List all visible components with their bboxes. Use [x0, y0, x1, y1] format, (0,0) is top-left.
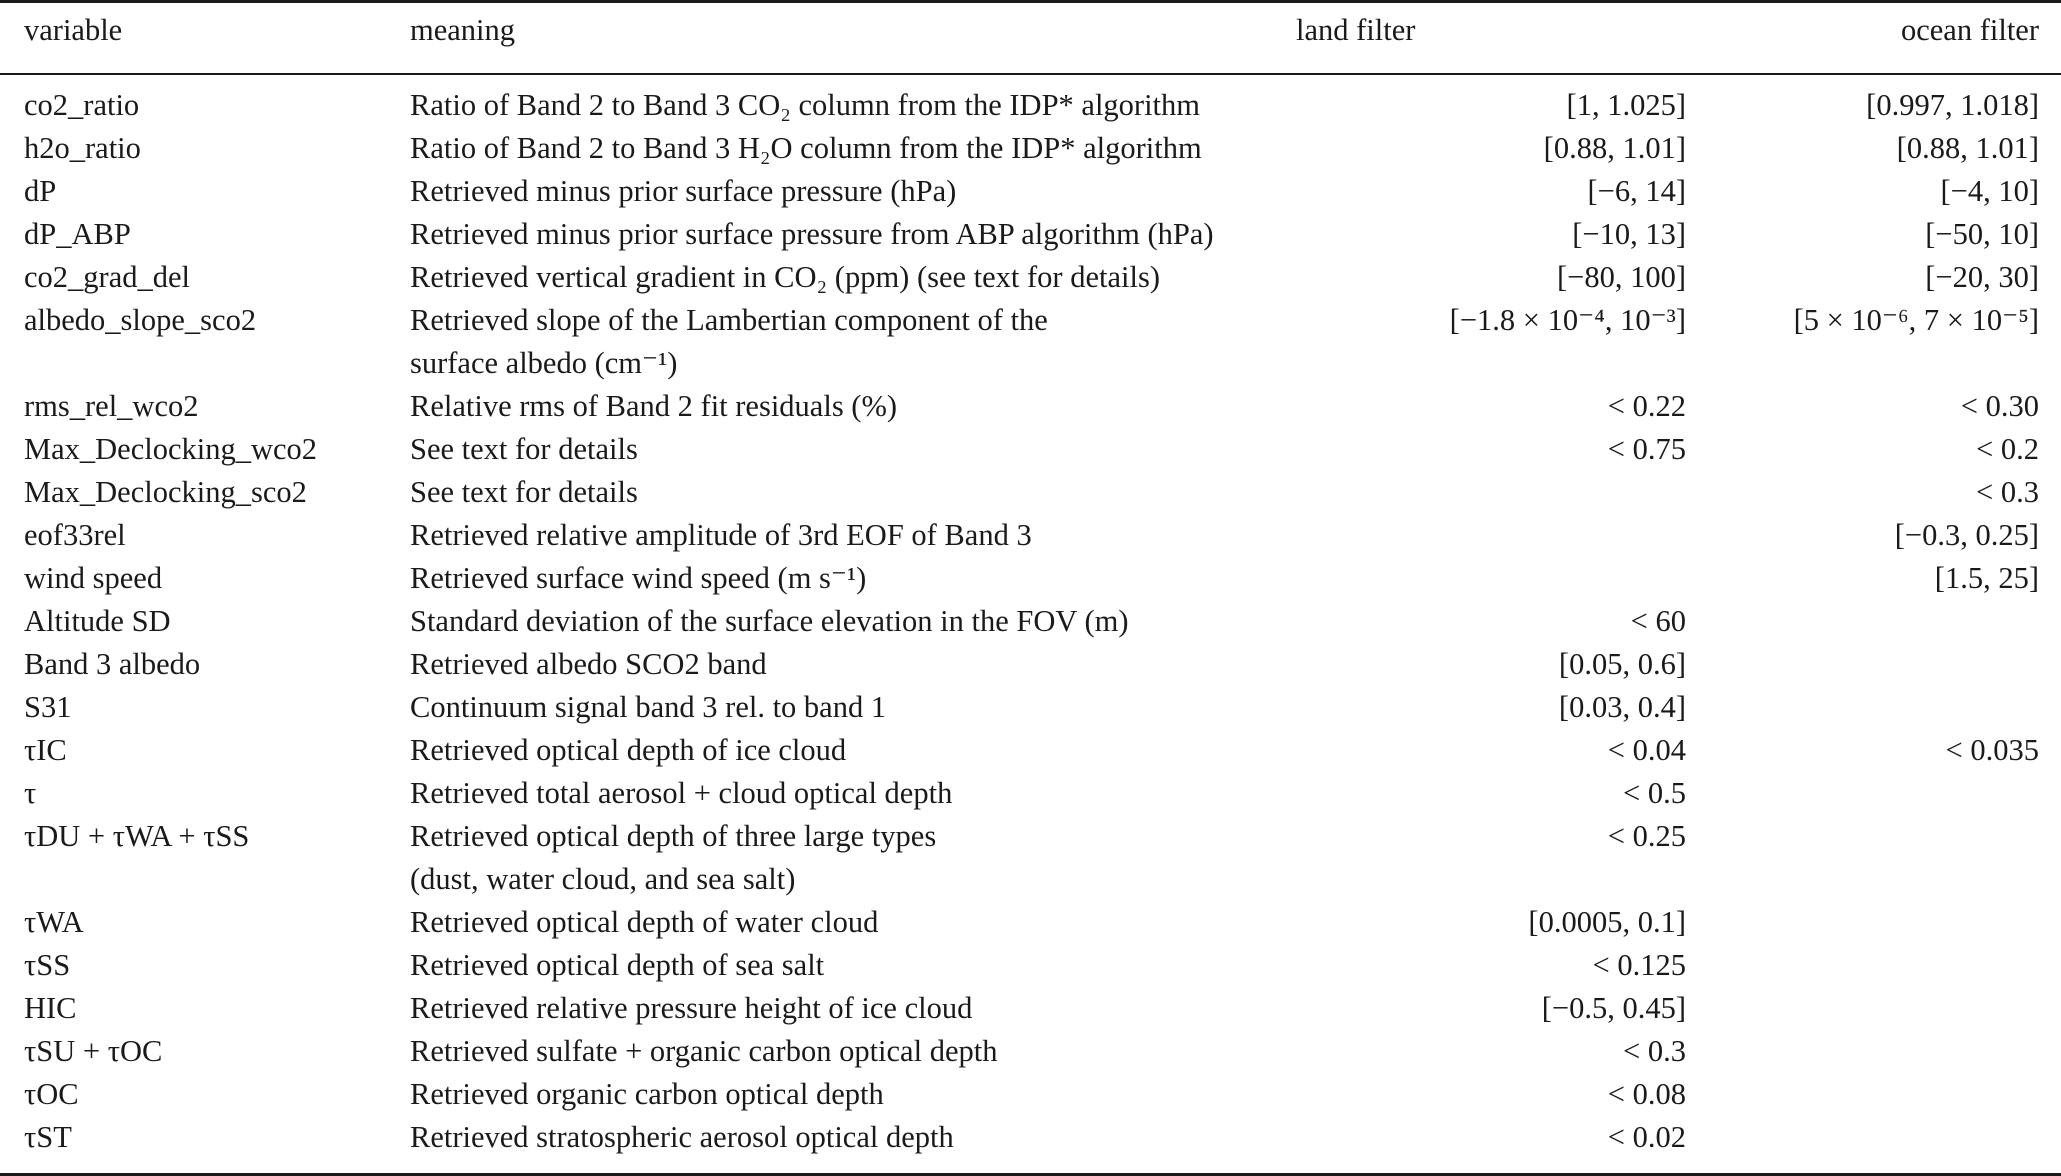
ocean-filter-cell [1686, 944, 2061, 987]
meaning-cell: Ratio of Band 2 to Band 3 CO₂ column from the IDP* algorithm [410, 88, 1200, 122]
variable-cell: albedo_slope_sco2 [24, 303, 257, 337]
ocean-filter-cell: < 0.2 [1976, 432, 2039, 466]
header-variable: variable [24, 13, 123, 47]
table-row [0, 514, 2061, 557]
meaning-cell: Retrieved organic carbon optical depth [410, 1077, 884, 1111]
table-row [0, 1030, 2061, 1073]
ocean-filter-cell: [0.997, 1.018] [1866, 88, 2039, 122]
variable-cell: co2_grad_del [24, 260, 190, 294]
variable-cell: wind speed [24, 561, 163, 595]
ocean-filter-cell: < 0.3 [1976, 475, 2039, 509]
table-row [0, 643, 2061, 686]
land-filter-cell: [0.05, 0.6] [1558, 647, 1686, 681]
ocean-filter-cell: [−50, 10] [1925, 217, 2039, 251]
table-row [0, 815, 2061, 901]
meaning-cell: See text for details [410, 475, 638, 509]
ocean-filter-cell: < 0.035 [1945, 733, 2039, 767]
meaning-cell: Retrieved relative amplitude of 3rd EOF of Band 3 [410, 518, 1032, 552]
meaning-cell: Retrieved stratospheric aerosol optical depth [410, 1120, 954, 1154]
land-filter-cell: < 0.22 [1607, 389, 1686, 423]
table-row [0, 600, 2061, 643]
variable-cell: τ [24, 776, 37, 810]
meaning-cell: Retrieved albedo SCO2 band [410, 647, 767, 681]
land-filter-cell: < 0.04 [1607, 733, 1686, 767]
meaning-cell: Retrieved optical depth of sea salt [410, 948, 825, 982]
header-land-filter: land filter [1296, 13, 1416, 47]
variable-cell: τSS [24, 948, 71, 982]
variable-cell: eof33rel [24, 518, 126, 552]
ocean-filter-cell: [1.5, 25] [1934, 561, 2039, 595]
land-filter-cell: [1, 1.025] [1566, 88, 1686, 122]
variable-cell: τDU + τWA + τSS [24, 819, 250, 853]
land-filter-cell: < 0.5 [1623, 776, 1686, 810]
meaning-cell: Retrieved vertical gradient in CO₂ (ppm) (see text for details) [410, 260, 1160, 294]
table-row [0, 385, 2061, 428]
table-row [0, 772, 2061, 815]
meaning-cell [410, 299, 1296, 385]
meaning-line-1: Retrieved optical depth of three large types [410, 819, 937, 853]
ocean-filter-cell [1686, 1073, 2061, 1116]
meaning-line-1: Retrieved slope of the Lambertian component of the [410, 303, 1048, 337]
table-row [0, 1116, 2061, 1159]
table-row [0, 1073, 2061, 1116]
land-filter-cell: [−1.8 × 10⁻⁴, 10⁻³] [1449, 303, 1686, 337]
variable-cell: Max_Declocking_wco2 [24, 432, 318, 466]
meaning-cell: Retrieved surface wind speed (m s⁻¹) [410, 561, 867, 595]
meaning-cell: Retrieved total aerosol + cloud optical depth [410, 776, 953, 810]
ocean-filter-cell [1686, 600, 2061, 643]
land-filter-cell: [−0.5, 0.45] [1541, 991, 1686, 1025]
meaning-cell: Ratio of Band 2 to Band 3 H₂O column from the IDP* algorithm [410, 131, 1202, 165]
variable-cell: Band 3 albedo [24, 647, 201, 681]
variable-cell: τWA [24, 905, 84, 939]
meaning-cell: Standard deviation of the surface elevation in the FOV (m) [410, 604, 1129, 638]
variable-cell: S31 [24, 690, 72, 724]
table-row [0, 901, 2061, 944]
table-row [0, 256, 2061, 299]
land-filter-cell: [−10, 13] [1572, 217, 1686, 251]
ocean-filter-cell: [0.88, 1.01] [1896, 131, 2039, 165]
ocean-filter-cell [1686, 772, 2061, 815]
ocean-filter-cell [1686, 686, 2061, 729]
meaning-cell: Retrieved optical depth of water cloud [410, 905, 879, 939]
table-row [0, 686, 2061, 729]
variable-cell: co2_ratio [24, 88, 140, 122]
ocean-filter-cell [1686, 1030, 2061, 1073]
variable-cell: dP [24, 174, 57, 208]
table-row [0, 428, 2061, 471]
ocean-filter-cell [1686, 901, 2061, 944]
ocean-filter-cell: [5 × 10⁻⁶, 7 × 10⁻⁵] [1793, 303, 2039, 337]
table-row [0, 944, 2061, 987]
variable-cell: h2o_ratio [24, 131, 141, 165]
table-row [0, 127, 2061, 170]
meaning-cell: Retrieved optical depth of ice cloud [410, 733, 847, 767]
variable-cell: τIC [24, 733, 67, 767]
land-filter-cell: < 0.08 [1607, 1077, 1686, 1111]
variable-cell: Altitude SD [24, 604, 171, 638]
header-ocean-filter: ocean filter [1900, 13, 2039, 47]
land-filter-cell: < 0.125 [1592, 948, 1686, 982]
variable-cell: τOC [24, 1077, 79, 1111]
ocean-filter-cell [1686, 815, 2061, 901]
ocean-filter-cell: [−4, 10] [1940, 174, 2039, 208]
meaning-cell: Continuum signal band 3 rel. to band 1 [410, 690, 887, 724]
variable-cell: Max_Declocking_sco2 [24, 475, 307, 509]
land-filter-cell: < 0.3 [1623, 1034, 1686, 1068]
ocean-filter-cell: < 0.30 [1960, 389, 2039, 423]
land-filter-cell: [−80, 100] [1556, 260, 1686, 294]
table-row [0, 84, 2061, 127]
land-filter-cell: < 0.25 [1607, 819, 1686, 853]
variable-cell: dP_ABP [24, 217, 131, 251]
table-row [0, 729, 2061, 772]
land-filter-cell: < 0.02 [1607, 1120, 1686, 1154]
meaning-cell: Retrieved relative pressure height of ice cloud [410, 991, 973, 1025]
variable-cell: τSU + τOC [24, 1034, 163, 1068]
header-row [0, 0, 2061, 73]
meaning-line-2: surface albedo (cm⁻¹) [410, 346, 678, 380]
header-meaning: meaning [410, 13, 516, 47]
ocean-filter-cell [1686, 643, 2061, 686]
land-filter-cell [1296, 557, 1686, 600]
land-filter-cell: [0.0005, 0.1] [1528, 905, 1686, 939]
table-row [0, 170, 2061, 213]
meaning-cell: Retrieved sulfate + organic carbon optical depth [410, 1034, 998, 1068]
meaning-cell [410, 815, 1296, 901]
meaning-line-2: (dust, water cloud, and sea salt) [410, 862, 796, 896]
variable-cell: rms_rel_wco2 [24, 389, 199, 423]
ocean-filter-cell: [−0.3, 0.25] [1894, 518, 2039, 552]
land-filter-cell: < 60 [1630, 604, 1686, 638]
meaning-cell: Retrieved minus prior surface pressure (hPa) [410, 174, 957, 208]
land-filter-cell: [−6, 14] [1587, 174, 1686, 208]
ocean-filter-cell [1686, 1116, 2061, 1159]
land-filter-cell: [0.03, 0.4] [1558, 690, 1686, 724]
land-filter-cell [1296, 514, 1686, 557]
ocean-filter-cell [1686, 987, 2061, 1030]
table-row [0, 213, 2061, 256]
land-filter-cell: < 0.75 [1607, 432, 1686, 466]
land-filter-cell [1296, 471, 1686, 514]
table-row [0, 299, 2061, 385]
meaning-cell: See text for details [410, 432, 638, 466]
variable-cell: HIC [24, 991, 77, 1025]
ocean-filter-cell: [−20, 30] [1925, 260, 2039, 294]
land-filter-cell: [0.88, 1.01] [1543, 131, 1686, 165]
meaning-cell: Relative rms of Band 2 fit residuals (%) [410, 389, 898, 423]
meaning-cell: Retrieved minus prior surface pressure from ABP algorithm (hPa) [410, 217, 1214, 251]
variable-cell: τST [24, 1120, 72, 1154]
table-row [0, 557, 2061, 600]
table-row [0, 471, 2061, 514]
table-row [0, 987, 2061, 1030]
